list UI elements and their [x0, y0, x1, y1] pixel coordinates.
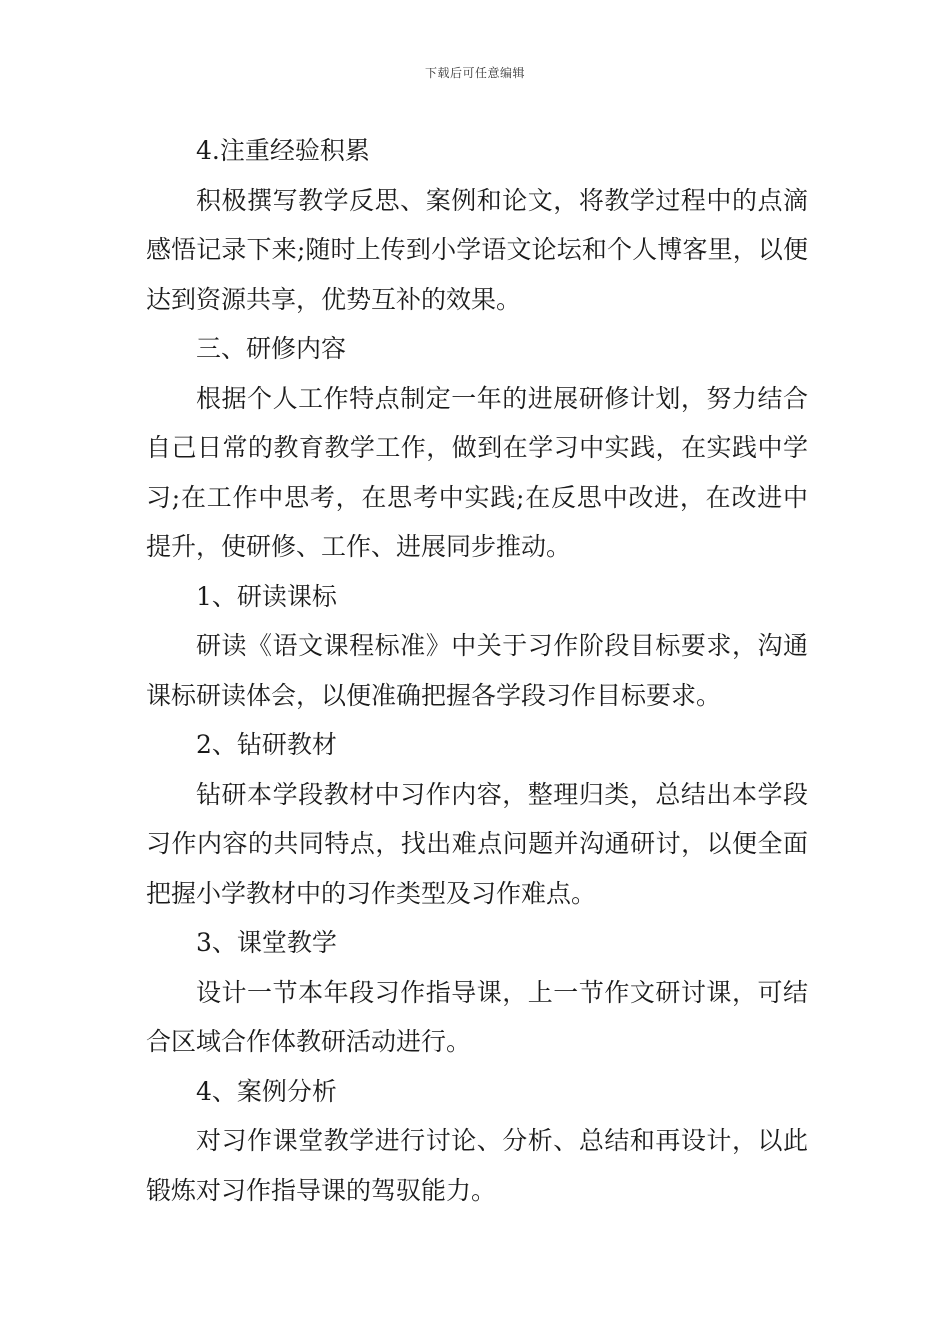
paragraph-textbook: 钻研本学段教材中习作内容，整理归类，总结出本学段习作内容的共同特点，找出难点问题并沟通研讨，以便全面把握小学教材中的习作类型及习作难点。 [146, 779, 808, 908]
section-heading-content: 三、研修内容 [196, 334, 347, 363]
paragraph-classroom: 设计一节本年段习作指导课，上一节作文研讨课，可结合区域合作体教研活动进行。 [146, 977, 808, 1056]
document-body [146, 126, 808, 1215]
page-header: 下载后可任意编辑 [424, 66, 525, 80]
subheading-standards: 1、研读课标 [196, 581, 337, 611]
subheading-case: 4、案例分析 [196, 1076, 337, 1106]
subheading-textbook: 2、钻研教材 [196, 730, 337, 759]
subheading-experience: 4.注重经验积累 [196, 136, 370, 165]
paragraph-standards: 研读《语文课程标准》中关于习作阶段目标要求，沟通课标研读体会，以便准确把握各学段习作目标要求。 [146, 631, 808, 710]
subheading-classroom: 3、课堂教学 [196, 928, 337, 957]
paragraph-experience: 积极撰写教学反思、案例和论文，将教学过程中的点滴感悟记录下来;随时上传到小学语文论坛和个人博客里，以便达到资源共享，优势互补的效果。 [146, 185, 808, 314]
paragraph-case: 对习作课堂教学进行讨论、分析、总结和再设计，以此锻炼对习作指导课的驾驭能力。 [146, 1126, 808, 1205]
paragraph-plan: 根据个人工作特点制定一年的进展研修计划，努力结合自己日常的教育教学工作，做到在学习中实践，在实践中学习;在工作中思考，在思考中实践;在反思中改进，在改进中提升，使研修、工作、进展同步推动。 [146, 383, 808, 561]
